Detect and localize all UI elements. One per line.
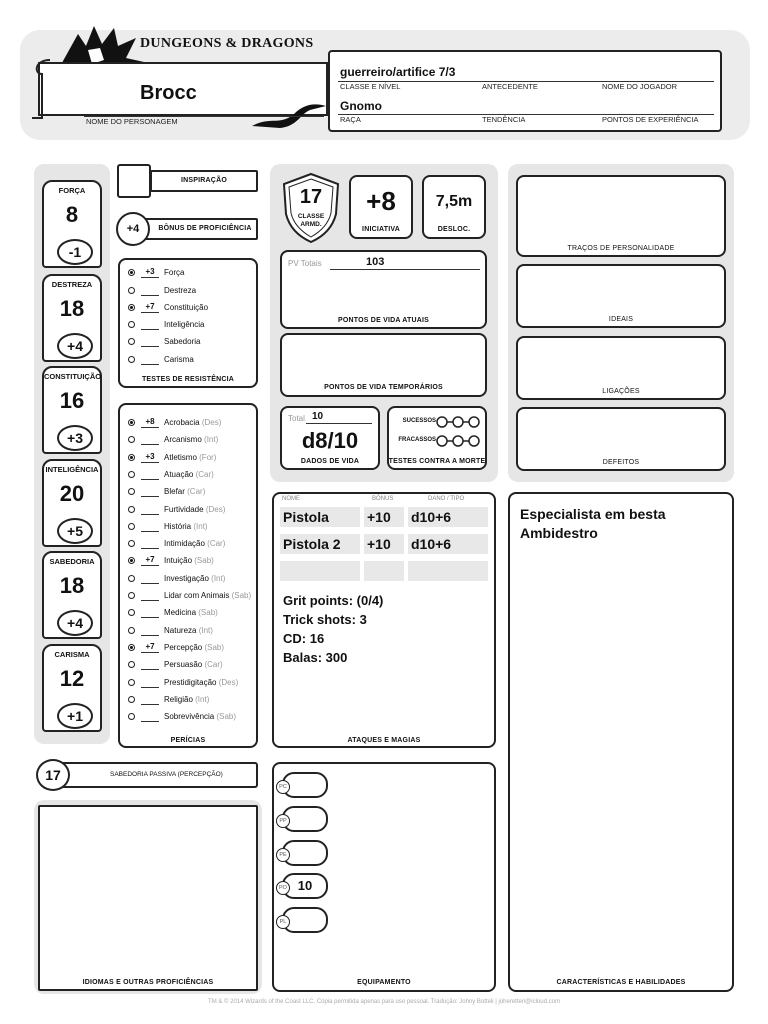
skill-attribute: (Sab) [198,608,218,617]
skill-name-text: Furtividade [164,505,204,514]
skill-modifier[interactable]: +7 [145,642,155,651]
skill-proficiency-dot[interactable] [128,488,135,495]
death-saves-label: TESTES CONTRA A MORTE [388,458,486,465]
skill-name-text: Blefar [164,487,185,496]
save-proficiency-dot[interactable] [128,269,135,276]
dragon-tail-icon [250,96,328,132]
skill-proficiency-dot[interactable] [128,592,135,599]
ability-score[interactable]: 16 [59,388,85,413]
skill-name-text: Intimidação [164,539,205,548]
character-name-label: NOME DO PERSONAGEM [86,117,178,126]
skill-name [164,487,205,496]
save-modifier[interactable]: +7 [145,302,155,311]
feature-line[interactable]: Ambidestro [520,525,598,541]
speed-label: DESLOC. [437,226,471,233]
ability-score[interactable]: 18 [59,573,85,598]
inspiration-checkbox[interactable] [117,164,151,198]
skill-proficiency-dot[interactable] [128,557,135,564]
features-title: CARACTERÍSTICAS E HABILIDADES [556,979,686,986]
initiative-label: INICIATIVA [362,226,400,233]
attack-bonus[interactable] [364,561,404,581]
character-name[interactable]: Brocc [140,82,197,104]
skill-name-text: Sobrevivência [164,712,215,721]
save-modifier[interactable]: +3 [145,267,155,276]
skill-name-text: História [164,522,192,531]
background-label: ANTECEDENTE [482,82,538,91]
ability-score[interactable]: 20 [59,481,85,506]
save-proficiency-dot[interactable] [128,287,135,294]
skill-proficiency-dot[interactable] [128,679,135,686]
save-name: Carisma [164,355,194,364]
skill-attribute: (Sab) [231,591,252,600]
skill-name-text: Percepção [164,643,203,652]
hit-dice-total-label: Total [288,414,305,423]
ability-modifier: +4 [57,333,93,359]
skill-name [164,522,208,531]
attacks-note[interactable]: CD: 16 [283,631,325,646]
alignment-label: TENDÊNCIA [482,115,526,124]
save-name: Sabedoria [164,337,201,346]
languages-box[interactable] [38,805,258,991]
ability-constitution[interactable]: CONSTITUIÇÃO 16 +3 [42,366,102,454]
ability-modifier: -1 [57,239,93,265]
skill-attribute: (Int) [195,695,210,704]
skill-name-text: Atuação [164,470,194,479]
race-value[interactable]: Gnomo [340,99,382,113]
coin-gold[interactable]: PO 10 [276,873,328,899]
skill-attribute: (Car) [204,660,223,669]
skill-proficiency-dot[interactable] [128,419,135,426]
skill-attribute: (Int) [204,435,219,444]
skill-proficiency-dot[interactable] [128,523,135,530]
hit-dice-total-value[interactable]: 10 [312,411,324,422]
flaws-label: DEFEITOS [602,459,640,466]
class-level-label: CLASSE E NÍVEL [340,82,401,91]
skill-name-text: Prestidigitação [164,678,217,687]
skill-name [164,453,216,462]
hp-max-value[interactable]: 103 [366,256,385,268]
ability-modifier: +4 [57,610,93,636]
attack-bonus[interactable]: +10 [364,507,404,527]
skill-name-text: Investigação [164,574,209,583]
save-proficiency-dot[interactable] [128,356,135,363]
inspiration-label: INSPIRAÇÃO [181,177,227,184]
skill-attribute: (Des) [218,678,239,687]
save-proficiency-dot[interactable] [128,338,135,345]
skill-name [164,556,214,565]
ability-intelligence[interactable]: INTELIGÊNCIA 20 +5 [42,459,102,547]
skill-proficiency-dot[interactable] [128,627,135,634]
ability-score[interactable]: 8 [65,202,79,227]
save-name: Inteligência [164,320,205,329]
skill-proficiency-dot[interactable] [128,713,135,720]
death-save-failure-checkboxes[interactable] [436,435,480,447]
skill-proficiency-dot[interactable] [128,575,135,582]
ability-score[interactable]: 12 [59,666,85,691]
proficiency-bonus[interactable]: +4 [116,212,150,246]
skill-attribute: (Des) [205,505,226,514]
bonds-label: LIGAÇÕES [602,388,640,395]
attacks-note[interactable]: Trick shots: 3 [283,612,367,627]
save-name: Destreza [164,286,197,295]
attacks-title: ATAQUES E MAGIAS [347,737,421,744]
skill-name-text: Intuição [164,556,193,565]
coin-electrum[interactable]: PE [276,840,328,866]
skill-attribute: (Car) [195,470,214,479]
skill-attribute: (For) [199,453,217,462]
skill-modifier[interactable]: +8 [145,417,155,426]
death-saves-failure-label: FRACASSOS [398,437,436,443]
attack-name[interactable]: Pistola 2 [280,534,360,554]
skill-attribute: (Sab) [194,556,214,565]
skill-name-text: Natureza [164,626,197,635]
ability-score[interactable]: 18 [59,296,85,321]
skill-name [164,678,238,687]
skill-name-text: Arcanismo [164,435,202,444]
attack-damage[interactable]: d10+6 [408,534,488,554]
skill-name [164,574,225,583]
death-save-success-checkboxes[interactable] [436,416,480,428]
hit-dice-label: DADOS DE VIDA [300,458,360,465]
armor-class-value[interactable]: 17 [299,186,323,208]
skill-name [164,660,223,669]
armor-class-label-2: ARMD. [300,221,322,228]
attacks-note[interactable]: Balas: 300 [283,650,348,665]
skill-proficiency-dot[interactable] [128,506,135,513]
skill-attribute: (Car) [207,539,226,548]
skill-name-text: Atletismo [164,453,197,462]
skill-name [164,591,251,600]
skill-name [164,608,218,617]
ability-wisdom[interactable]: SABEDORIA 18 +4 [42,551,102,639]
ability-modifier: +5 [57,518,93,544]
attack-bonus[interactable]: +10 [364,534,404,554]
skill-modifier[interactable]: +7 [145,555,155,564]
saving-throws-title: TESTES DE RESISTÊNCIA [141,376,235,383]
death-saves-success-label: SUCESSOS [402,418,436,424]
coin-platinum[interactable]: PL [276,907,328,933]
attack-name[interactable] [280,561,360,581]
skill-name-text: Medicina [164,608,197,617]
ability-charisma[interactable]: CARISMA 12 +1 [42,644,102,732]
scroll-left-curl-icon [30,56,52,122]
skill-attribute: (Sab) [216,712,237,721]
features-box[interactable] [508,492,734,992]
skill-modifier[interactable]: +3 [145,452,155,461]
logo-text: DUNGEONS & DRAGONS [140,36,314,51]
ability-modifier: +1 [57,703,93,729]
skill-name [164,418,221,427]
skill-attribute: (Car) [187,487,206,496]
armor-class-label: CLASSE [297,213,325,220]
attack-name[interactable]: Pistola [280,507,360,527]
skill-proficiency-dot[interactable] [128,540,135,547]
languages-title: IDIOMAS E OUTRAS PROFICIÊNCIAS [82,979,214,986]
footer-copyright: TM & © 2014 Wizards of the Coast LLC. Cópia permitida apenas para uso pessoal. Tradução: Johny Botteli | joheretteri@icloud.com [208,999,560,1005]
skill-proficiency-dot[interactable] [128,454,135,461]
race-label: RAÇA [340,115,361,124]
skill-attribute: (Int) [211,574,226,583]
attack-damage[interactable]: d10+6 [408,507,488,527]
skill-name [164,695,209,704]
hit-dice-value[interactable]: d8/10 [301,428,359,453]
attacks-col-name: NOME [282,496,300,502]
skill-name [164,470,214,479]
save-proficiency-dot[interactable] [128,304,135,311]
proficiency-label: BÔNUS DE PROFICIÊNCIA [158,225,252,232]
player-name-label: NOME DO JOGADOR [602,82,678,91]
class-level-value[interactable]: guerreiro/artifice 7/3 [340,65,456,79]
save-name: Força [164,268,185,277]
skill-name-text: Religião [164,695,193,704]
skill-name [164,505,225,514]
skill-name-text: Acrobacia [164,418,200,427]
passive-perception-value[interactable]: 17 [36,759,70,791]
equipment-title: EQUIPAMENTO [357,979,411,986]
save-name: Constituição [164,303,209,312]
ability-dexterity[interactable]: DESTREZA 18 +4 [42,274,102,362]
passive-perception-label: SABEDORIA PASSIVA (PERCEPÇÃO) [110,771,223,778]
feature-line[interactable]: Especialista em besta [520,506,666,522]
skill-name-text: Lidar com Animais [164,591,230,600]
coin-copper[interactable]: PC [276,772,328,798]
personality-traits-label: TRAÇOS DE PERSONALIDADE [567,245,675,252]
skill-name [164,539,225,548]
ability-strength[interactable]: FORÇA 8 -1 [42,180,102,268]
skill-name [164,626,213,635]
skill-attribute: (Des) [201,418,222,427]
xp-label: PONTOS DE EXPERIÊNCIA [602,115,699,124]
skill-proficiency-dot[interactable] [128,644,135,651]
skill-proficiency-dot[interactable] [128,609,135,616]
skill-name [164,643,224,652]
hp-temp-label: PONTOS DE VIDA TEMPORÁRIOS [324,384,443,391]
skill-attribute: (Int) [198,626,213,635]
initiative-value[interactable]: +8 [366,186,396,216]
attacks-note[interactable]: Grit points: (0/4) [283,593,384,608]
coin-silver[interactable]: PP [276,806,328,832]
hp-max-label: PV Totais [288,259,322,268]
skill-name-text: Persuasão [164,660,203,669]
skill-name [164,712,236,721]
skill-name [164,435,218,444]
attacks-col-damage: DANO / TIPO [428,496,465,502]
skill-proficiency-dot[interactable] [128,661,135,668]
attack-damage[interactable] [408,561,488,581]
skill-attribute: (Sab) [204,643,225,652]
skill-proficiency-dot[interactable] [128,471,135,478]
hp-current-label: PONTOS DE VIDA ATUAIS [338,317,429,324]
speed-value[interactable]: 7,5m [435,193,473,210]
ability-modifier: +3 [57,425,93,451]
save-proficiency-dot[interactable] [128,321,135,328]
ideals-label: IDEAIS [608,316,634,323]
attacks-col-bonus: BÔNUS [372,496,394,502]
skills-title: PERÍCIAS [170,737,206,744]
skill-proficiency-dot[interactable] [128,436,135,443]
skill-proficiency-dot[interactable] [128,696,135,703]
skill-attribute: (Int) [193,522,208,531]
